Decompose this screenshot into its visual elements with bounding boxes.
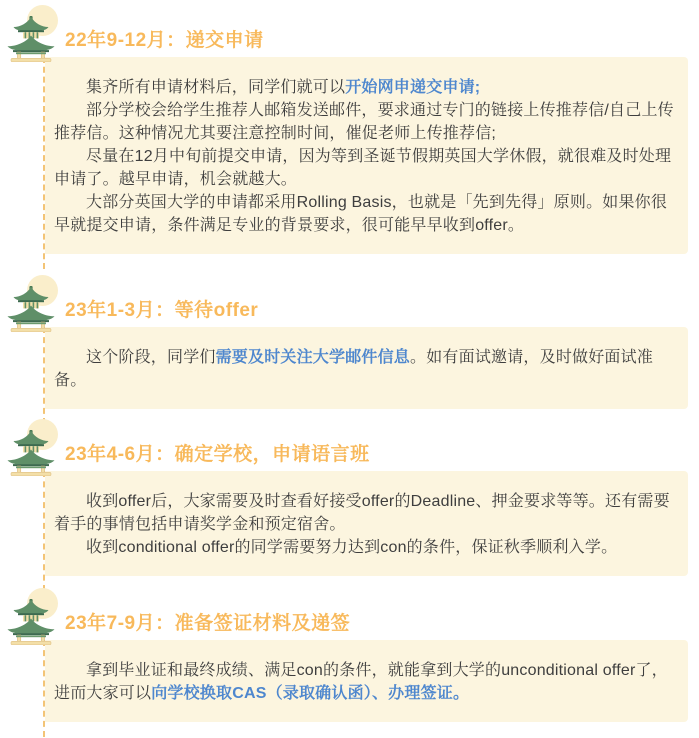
paragraph-text: 。如有面试邀请，及时做好面试准备。 bbox=[54, 349, 654, 389]
section-title: 23年7-9月：准备签证材料及递签 bbox=[65, 613, 351, 634]
paragraph-text: 部分学校会给学生推荐人邮箱发送邮件，要求通过专门的链接上传推荐信/自己上传推荐信。这种情况尤其要注意控制时间，催促老师上传推荐信; bbox=[54, 102, 674, 142]
content-box bbox=[45, 640, 688, 722]
content-box bbox=[45, 327, 688, 409]
paragraph-text: 集齐所有申请材料后，同学们就可以 bbox=[86, 79, 346, 96]
paragraph bbox=[54, 191, 675, 237]
paragraph-text: 收到conditional offer的同学需要努力达到con的条件，保证秋季顺利入学。 bbox=[86, 539, 618, 556]
paragraph-text: 大部分英国大学的申请都采用Rolling Basis，也就是「先到先得」原则。如果你很早就提交申请，条件满足专业的背景要求，很可能早早收到offer。 bbox=[54, 194, 668, 234]
section-header bbox=[0, 588, 699, 645]
section-badge bbox=[6, 588, 58, 645]
section-header bbox=[0, 419, 699, 476]
timeline-connector bbox=[43, 640, 688, 737]
paragraph bbox=[54, 659, 675, 705]
content-box bbox=[45, 57, 688, 254]
timeline-connector bbox=[43, 471, 688, 591]
paragraph bbox=[54, 536, 675, 559]
section-title: 23年1-3月：等待offer bbox=[65, 300, 259, 321]
pagoda-icon bbox=[6, 16, 56, 62]
section-badge bbox=[6, 419, 58, 476]
paragraph-text: 拿到毕业证和最终成绩、满足con的条件，就能拿到大学的unconditional offer了，进而大家可以 bbox=[54, 662, 668, 702]
section-header bbox=[0, 5, 699, 62]
section-title: 22年9-12月：递交申请 bbox=[65, 30, 264, 51]
pagoda-icon bbox=[6, 286, 56, 332]
timeline-connector bbox=[43, 327, 688, 424]
paragraph-text: 尽量在12月中旬前提交申请，因为等到圣诞节假期英国大学休假，就很难及时处理申请了。越早申请，机会就越大。 bbox=[54, 148, 672, 188]
paragraph bbox=[54, 145, 675, 191]
paragraph bbox=[54, 99, 675, 145]
pagoda-icon bbox=[6, 599, 56, 645]
pagoda-icon bbox=[6, 430, 56, 476]
timeline-section-3 bbox=[0, 419, 699, 591]
section-badge bbox=[6, 275, 58, 332]
timeline-section-4 bbox=[0, 588, 699, 737]
timeline-connector bbox=[43, 57, 688, 269]
paragraph bbox=[54, 490, 675, 536]
paragraph-text: 收到offer后，大家需要及时查看好接受offer的Deadline、押金要求等等。还有需要着手的事情包括申请奖学金和预定宿舍。 bbox=[54, 493, 670, 533]
timeline-section-1 bbox=[0, 5, 699, 269]
section-title: 23年4-6月：确定学校，申请语言班 bbox=[65, 444, 370, 465]
highlight-text: 向学校换取CAS（录取确认函）、办理签证。 bbox=[151, 685, 470, 702]
paragraph bbox=[54, 346, 675, 392]
paragraph bbox=[54, 76, 675, 99]
section-header bbox=[0, 275, 699, 332]
paragraph-text: 这个阶段，同学们 bbox=[86, 349, 216, 366]
timeline-section-2 bbox=[0, 275, 699, 424]
section-badge bbox=[6, 5, 58, 62]
content-box bbox=[45, 471, 688, 576]
highlight-text: 需要及时关注大学邮件信息 bbox=[215, 349, 411, 366]
highlight-text: 开始网申递交申请; bbox=[345, 79, 481, 96]
